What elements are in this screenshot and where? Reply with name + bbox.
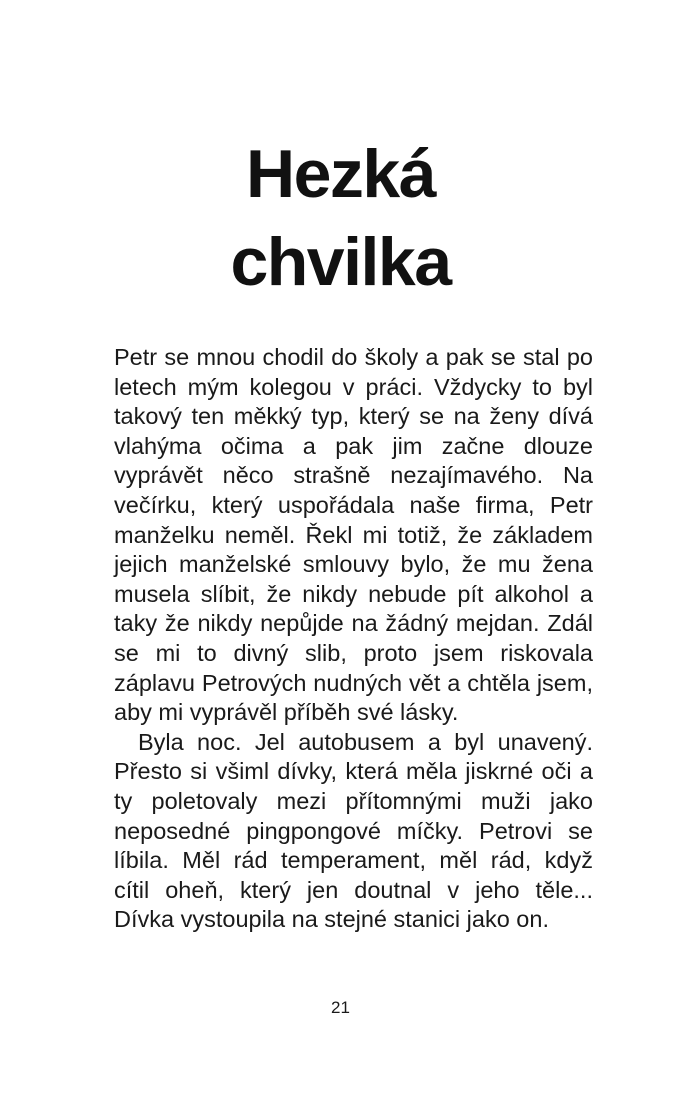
paragraph-1: Petr se mnou chodil do školy a pak se stal po letech mým kolegou v práci. Vždycky to byl takový ten měkký typ, který se na ženy dívá vlahýma očima a pak jim začne dlouze vyprávět něco strašně nezajímavého. Na večírku, který uspořádala naše firma, Petr manželku neměl. Řekl mi totiž, že základem jejich manželské smlouvy bylo, že mu žena musela slíbit, že nikdy nebude pít alkohol a taky že nikdy nepůjde na žádný mejdan. Zdál se mi to divný slib, proto jsem riskovala záplavu Petrových nudných vět a chtěla jsem, aby mi vyprávěl příběh své lásky. (114, 344, 593, 726)
chapter-title (0, 130, 681, 306)
paragraph-2: Byla noc. Jel autobusem a byl unavený. Přesto si všiml dívky, která měla jiskrné oči a ty poletovaly mezi přítomnými muži jako neposedné pingpongové míčky. Petrovi se líbila. Měl rád temperament, měl rád, když cítil oheň, který jen doutnal v jeho těle... Dívka vystoupila na stejné stanici jako on. (114, 728, 593, 933)
page-number: 21 (331, 998, 350, 1017)
chapter-title-line-2: chvilka (230, 224, 451, 300)
chapter-title-line-1: Hezká (245, 136, 436, 212)
chapter-body (114, 343, 593, 935)
